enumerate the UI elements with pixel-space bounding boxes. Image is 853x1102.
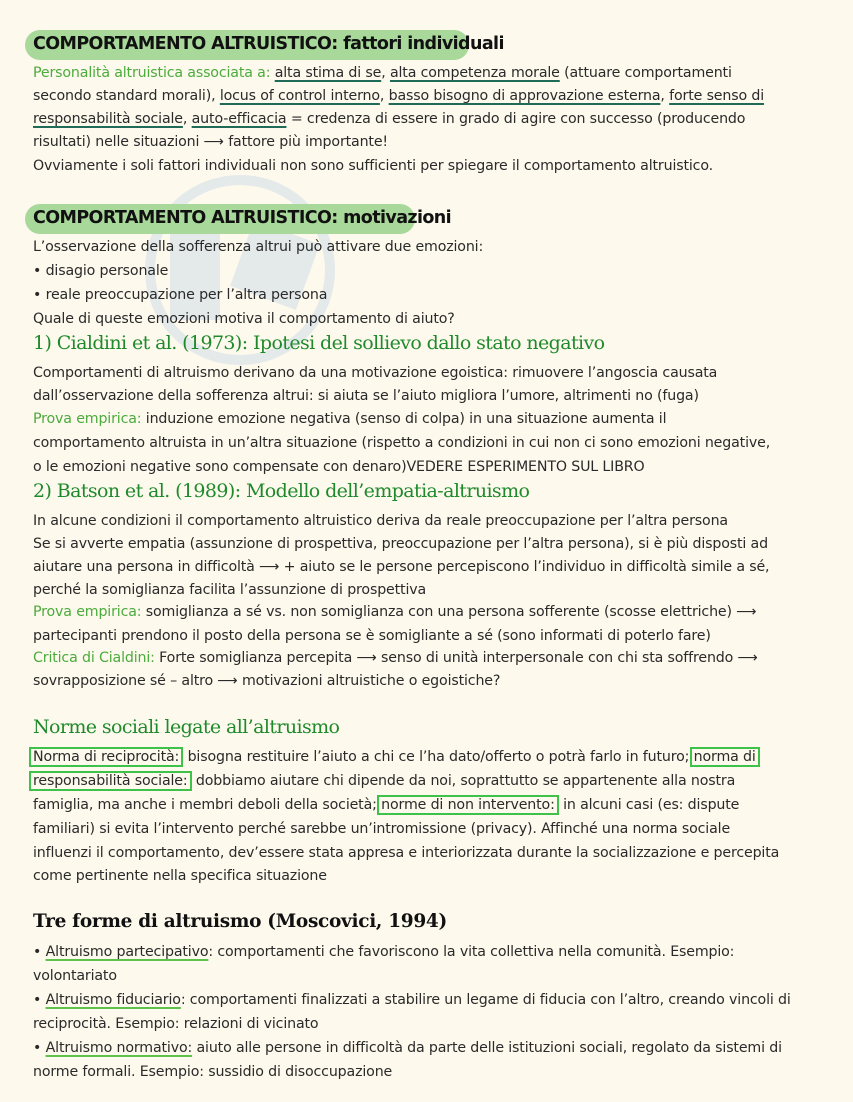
batson-line5	[33, 601, 756, 623]
batson-line2: Se si avverte empatia (assunzione di prospettiva, preoccupazione per l’altra persona), si è più disposti ad	[33, 536, 768, 552]
batson-line1: In alcune condizioni il comportamento altruistico deriva da reale preoccupazione per l’altra persona	[33, 513, 728, 529]
text-span: ,	[182, 111, 188, 127]
section1-line2	[33, 85, 764, 107]
text-span: aiuto alle persone in difficoltà da parte delle istituzioni sociali, regolato da sistemi di	[196, 1040, 782, 1056]
section1-line3	[33, 108, 745, 130]
text-span: ,	[660, 88, 665, 104]
forme-item1	[33, 941, 734, 963]
text-span: induzione emozione negativa (senso di colpa) in una situazione aumenta il	[145, 411, 667, 427]
forme-item2	[33, 989, 791, 1011]
batson-line6: partecipanti prendono il posto della persona se è somigliante a sé (sono informati di poterlo fare)	[33, 628, 711, 644]
underlined-term: forte senso di	[669, 88, 765, 104]
norme-line3	[33, 794, 739, 816]
text-span: bisogna restituire l’aiuto a chi ce l’ha dato/offerto o potrà farlo in futuro;	[187, 749, 690, 765]
boxed-term: Norma di reciprocità:	[29, 747, 183, 767]
batson-line8: sovrapposizione sé – altro ⟶ motivazioni altruistiche o egoistiche?	[33, 673, 501, 689]
underlined-term: Altruismo fiduciario	[45, 992, 181, 1008]
cialdini-line5: o le emozioni negative sono compensate con denaro)VEDERE ESPERIMENTO SUL LIBRO	[33, 459, 645, 475]
underlined-term: Altruismo partecipativo	[45, 944, 209, 960]
forme-item2-line2: reciprocità. Esempio: relazioni di vicinato	[33, 1016, 319, 1032]
section1-line1	[33, 62, 732, 84]
text-span: dobbiamo aiutare chi dipende da noi, soprattutto se appartenente alla nostra	[195, 773, 736, 789]
boxed-term: norma di	[690, 747, 760, 767]
section1-line4: risultati) nelle situazioni ⟶ fattore più importante!	[33, 134, 388, 150]
section1-line5: Ovviamente i soli fattori individuali non sono sufficienti per spiegare il comportamento altruistico.	[33, 158, 713, 174]
boxed-term: norme di non intervento:	[377, 795, 559, 815]
section2-line2: • disagio personale	[33, 263, 169, 279]
cialdini-title: 1) Cialdini et al. (1973): Ipotesi del sollievo dallo stato negativo	[33, 332, 605, 354]
underlined-term: alta stima di se	[274, 65, 382, 81]
norme-line4: familiari) si evita l’intervento perché sarebbe un’intromissione (privacy). Affinché una norma sociale	[33, 821, 731, 837]
forme-item3-line2: norme formali. Esempio: sussidio di disoccupazione	[33, 1064, 393, 1080]
text-span: famiglia, ma anche i membri deboli della società;	[33, 797, 377, 813]
section2-line3: • reale preoccupazione per l’altra persona	[33, 287, 328, 303]
forme-item1-line2: volontariato	[33, 968, 117, 984]
text-span: : comportamenti che favoriscono la vita collettiva nella comunità. Esempio:	[208, 944, 735, 960]
bullet: •	[33, 1040, 42, 1056]
batson-line4: perché la somiglianza facilita l’assunzione di prospettiva	[33, 582, 427, 598]
norme-title: Norme sociali legate all’altruismo	[33, 716, 340, 738]
cialdini-line1: Comportamenti di altruismo derivano da una motivazione egoistica: rimuovere l’angoscia causata	[33, 365, 718, 381]
text-span: Forte somiglianza percepita ⟶ senso di unità interpersonale con chi sta soffrendo ⟶	[159, 650, 758, 666]
norme-line2	[33, 770, 735, 792]
text-span: : comportamenti finalizzati a stabilire un legame di fiducia con l’altro, creando vincoli di	[180, 992, 791, 1008]
text-span: in alcuni casi (es: dispute	[563, 797, 740, 813]
section2-title: COMPORTAMENTO ALTRUISTICO: motivazioni	[33, 208, 452, 228]
text-span: = credenza di essere in grado di agire con successo (producendo	[290, 111, 746, 127]
norme-line5: influenzi il comportamento, dev’essere stata appresa e interiorizzata durante la socializzazione e percepita	[33, 845, 780, 861]
section1-title: COMPORTAMENTO ALTRUISTICO: fattori individuali	[33, 34, 504, 54]
underlined-term: Altruismo normativo:	[45, 1040, 193, 1056]
underlined-term: basso bisogno di approvazione esterna	[388, 88, 661, 104]
text-span: ,	[379, 88, 385, 104]
boxed-term: responsabilità sociale:	[29, 771, 192, 791]
batson-line3: aiutare una persona in difficoltà ⟶ + aiuto se le persone percepiscono l’individuo in difficoltà simile a sé,	[33, 559, 770, 575]
underlined-term: auto-efficacia	[191, 111, 287, 127]
norme-line6: come pertinente nella specifica situazione	[33, 868, 327, 884]
norme-line1	[33, 746, 760, 768]
cialdini-line4: comportamento altruista in un’altra situazione (rispetto a condizioni in cui non ci sono emozioni negative,	[33, 435, 771, 451]
bullet: •	[33, 944, 42, 960]
cialdini-line2: dall’osservazione della sofferenza altrui: si aiuta se l’aiuto migliora l’umore, altrimenti no (fuga)	[33, 388, 699, 404]
cialdini-line3	[33, 408, 666, 430]
bullet: •	[33, 992, 42, 1008]
evidence-label: Prova empirica:	[33, 411, 142, 427]
text-span: somiglianza a sé vs. non somiglianza con una persona sofferente (scosse elettriche) ⟶	[145, 604, 757, 620]
text-span: (attuare comportamenti	[564, 65, 732, 81]
section2-line4: Quale di queste emozioni motiva il comportamento di aiuto?	[33, 311, 455, 327]
text-span: secondo standard morali),	[33, 88, 216, 104]
underlined-term: locus of control interno	[219, 88, 380, 104]
text-span: ,	[381, 65, 386, 81]
section2-line1: L’osservazione della sofferenza altrui può attivare due emozioni:	[33, 239, 484, 255]
forme-item3	[33, 1037, 782, 1059]
underlined-term: alta competenza morale	[389, 65, 560, 81]
batson-line7	[33, 647, 758, 669]
forme-title: Tre forme di altruismo (Moscovici, 1994)	[33, 911, 447, 932]
critique-label: Critica di Cialdini:	[33, 650, 155, 666]
text-span: Personalità altruistica associata a:	[33, 65, 271, 81]
evidence-label: Prova empirica:	[33, 604, 142, 620]
underlined-term: responsabilità sociale	[33, 111, 183, 127]
batson-title: 2) Batson et al. (1989): Modello dell’empatia-altruismo	[33, 480, 530, 502]
